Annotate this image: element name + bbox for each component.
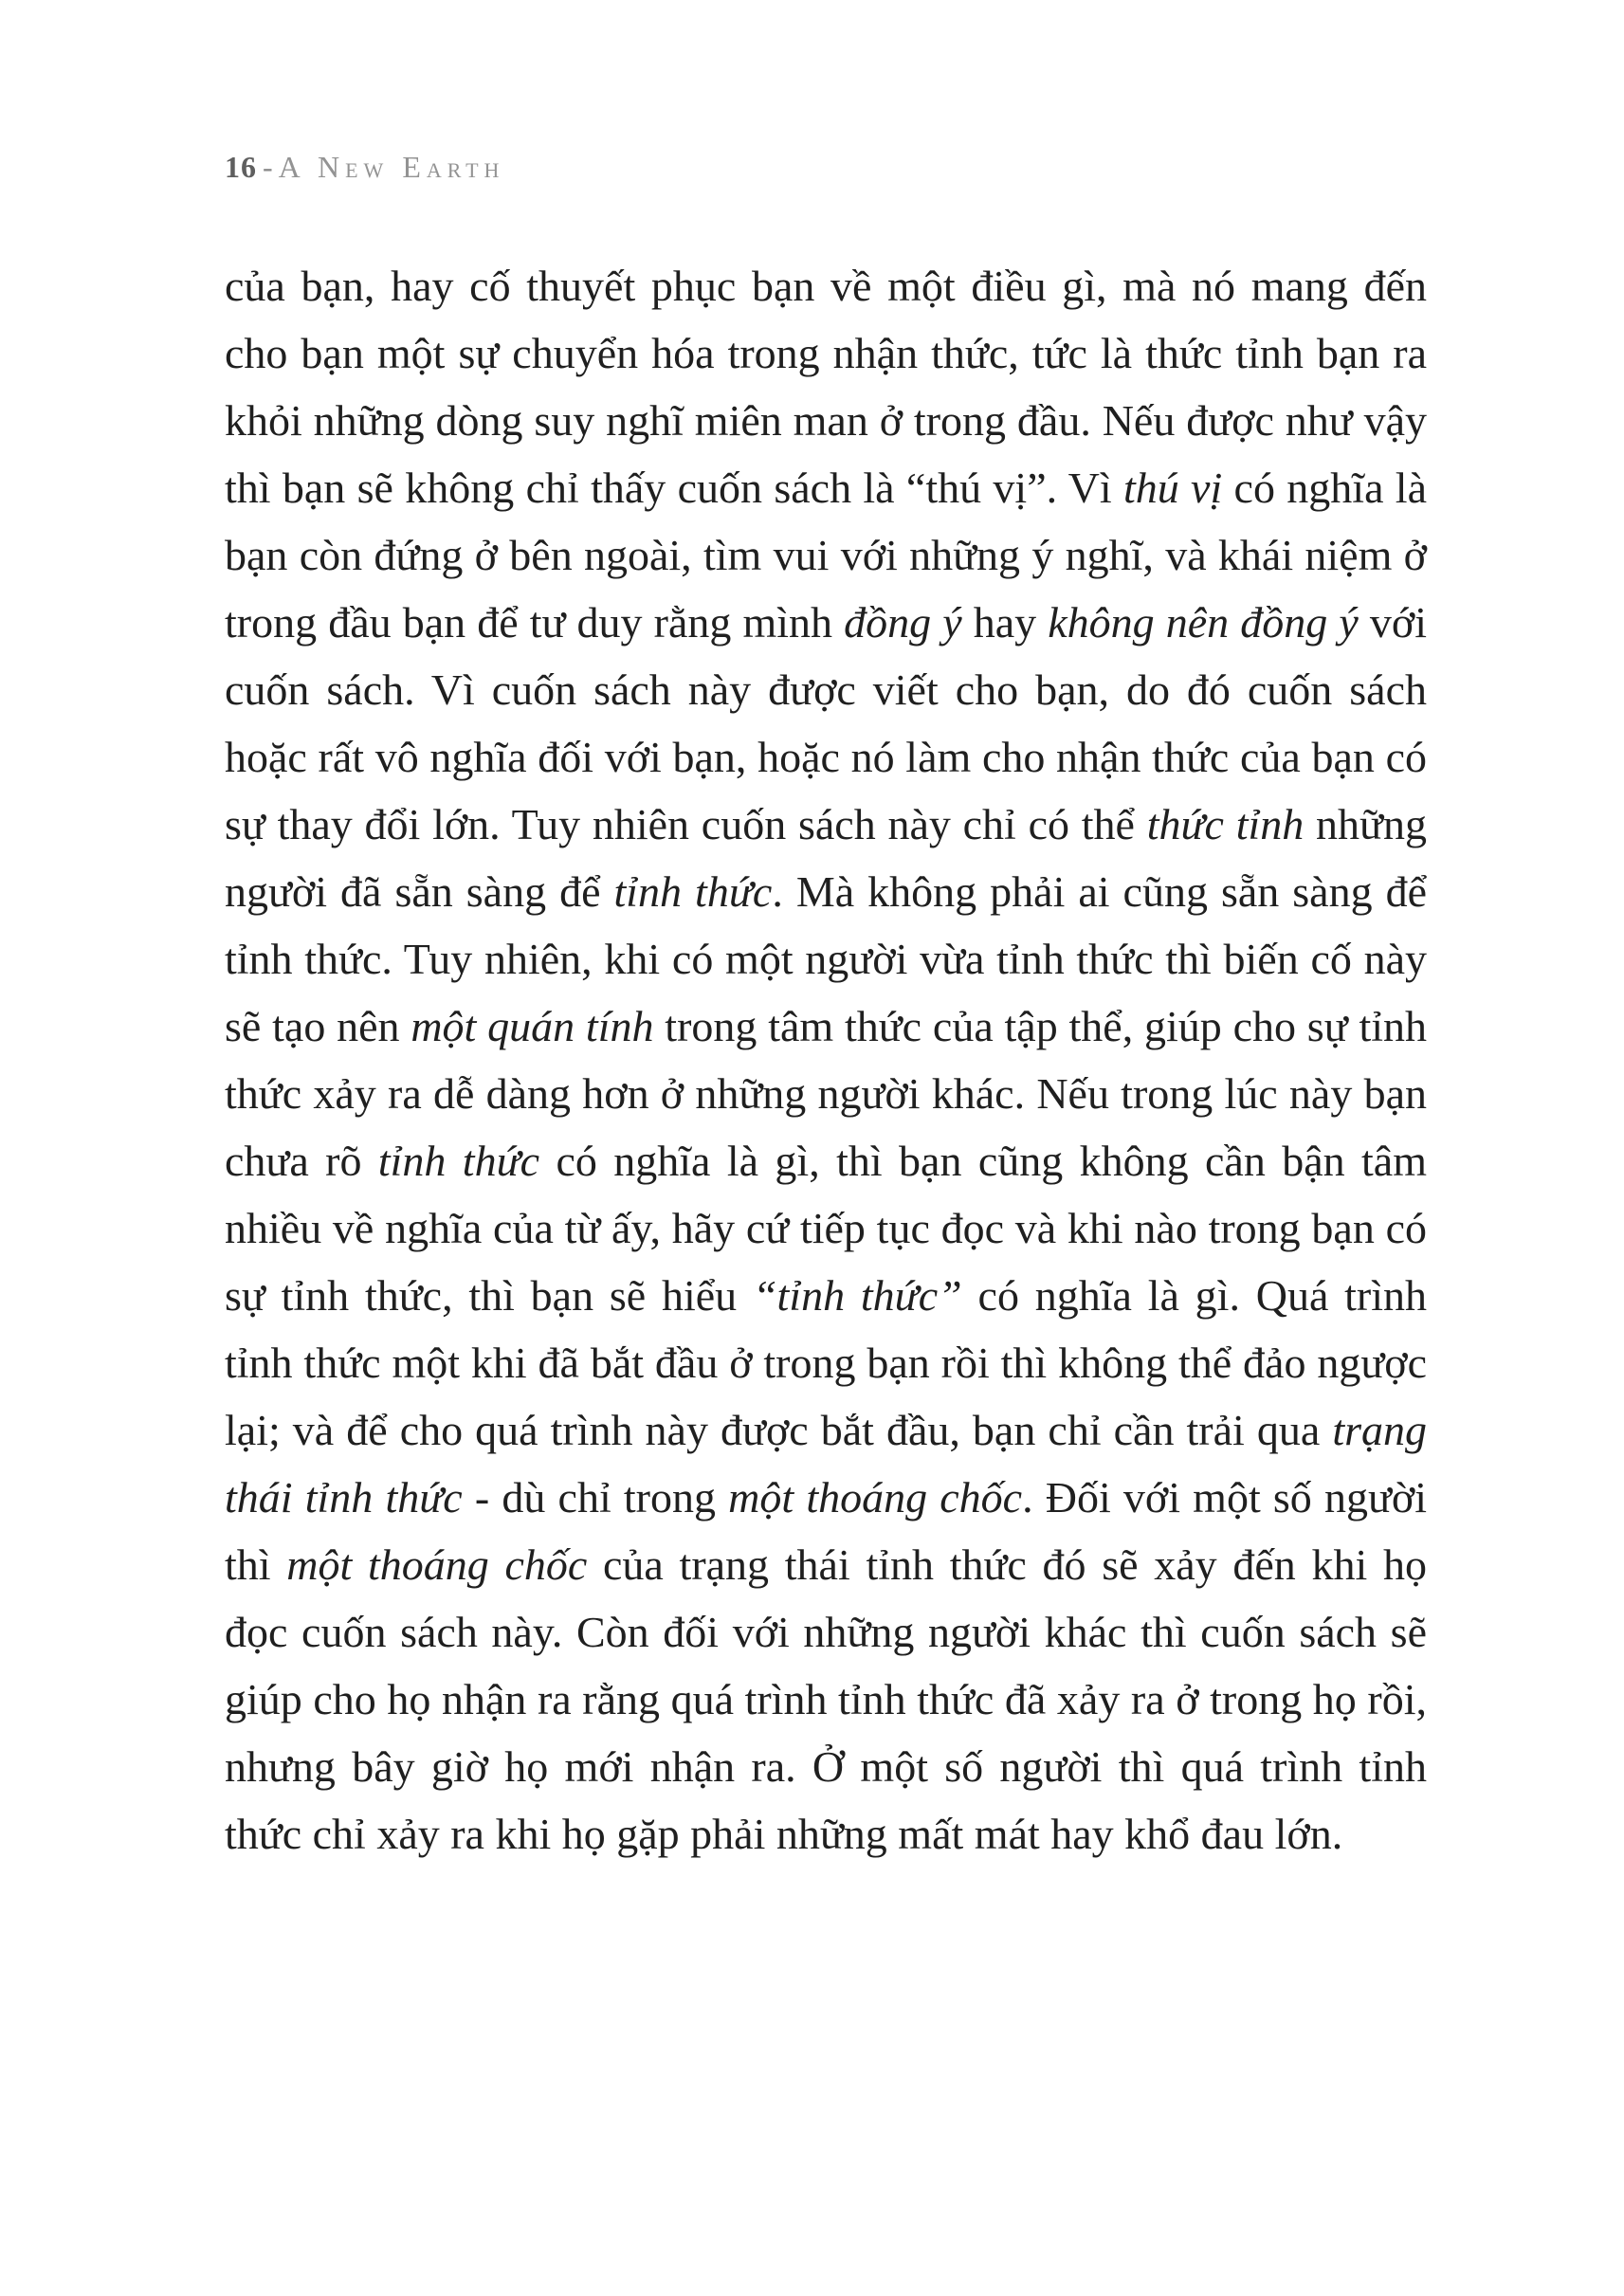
page-number: 16 <box>225 150 257 184</box>
book-title: A New Earth <box>278 150 505 184</box>
header-separator: - <box>263 150 273 184</box>
body-paragraph: của bạn, hay cố thuyết phục bạn về một điều gì, mà nó mang đến cho bạn một sự chuyển hóa trong nhận thức, tức là thức tỉnh bạn ra khỏi những dòng suy nghĩ miên man ở trong đầu. Nếu được như vậy thì bạn sẽ không chỉ thấy cuốn sách là “thú vị”. Vì thú vị có nghĩa là bạn còn đứng ở bên ngoài, tìm vui với những ý nghĩ, và khái niệm ở trong đầu bạn để tư duy rằng mình đồng ý hay không nên đồng ý với cuốn sách. Vì cuốn sách này được viết cho bạn, do đó cuốn sách hoặc rất vô nghĩa đối với bạn, hoặc nó làm cho nhận thức của bạn có sự thay đổi lớn. Tuy nhiên cuốn sách này chỉ có thể thức tỉnh những người đã sẵn sàng để tỉnh thức. Mà không phải ai cũng sẵn sàng để tỉnh thức. Tuy nhiên, khi có một người vừa tỉnh thức thì biến cố này sẽ tạo nên một quán tính trong tâm thức của tập thể, giúp cho sự tỉnh thức xảy ra dễ dàng hơn ở những người khác. Nếu trong lúc này bạn chưa rõ tỉnh thức có nghĩa là gì, thì bạn cũng không cần bận tâm nhiều về nghĩa của từ ấy, hãy cứ tiếp tục đọc và khi nào trong bạn có sự tỉnh thức, thì bạn sẽ hiểu “tỉnh thức” có nghĩa là gì. Quá trình tỉnh thức một khi đã bắt đầu ở trong bạn rồi thì không thể đảo ngược lại; và để cho quá trình này được bắt đầu, bạn chỉ cần trải qua trạng thái tỉnh thức - dù chỉ trong một thoáng chốc. Đối với một số người thì một thoáng chốc của trạng thái tỉnh thức đó sẽ xảy đến khi họ đọc cuốn sách này. Còn đối với những người khác thì cuốn sách sẽ giúp cho họ nhận ra rằng quá trình tỉnh thức đã xảy ra ở trong họ rồi, nhưng bây giờ họ mới nhận ra. Ở một số người thì quá trình tỉnh thức chỉ xảy ra khi họ gặp phải những mất mát hay khổ đau lớn. <box>225 262 1428 1858</box>
running-header <box>225 150 504 185</box>
